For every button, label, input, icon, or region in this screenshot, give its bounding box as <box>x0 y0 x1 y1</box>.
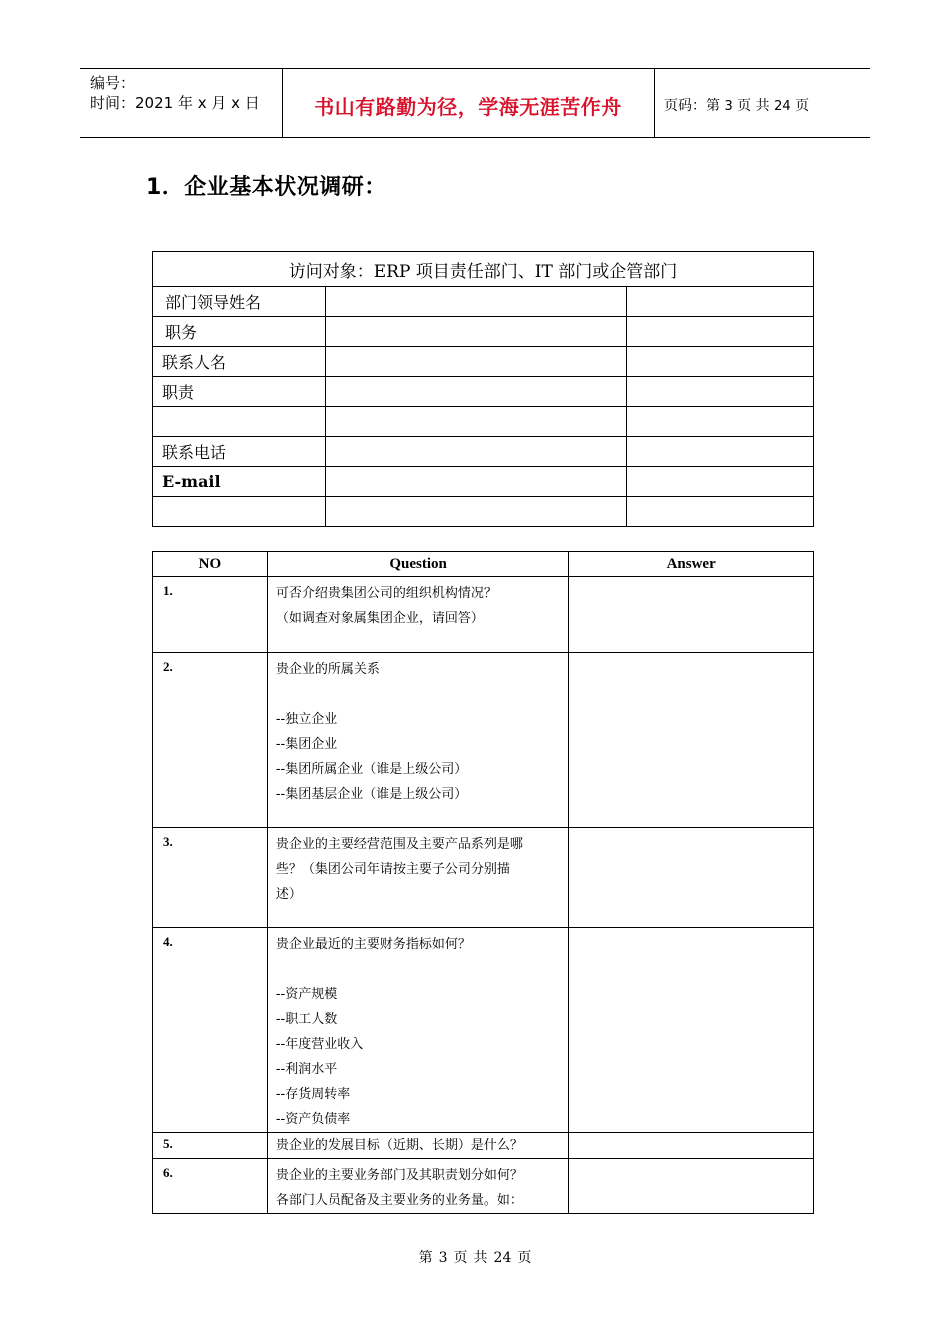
contact-value-cell[interactable] <box>325 377 627 407</box>
contact-label: 联系电话 <box>153 437 326 467</box>
contact-row <box>153 497 814 527</box>
question-row <box>153 828 814 928</box>
contact-extra-cell[interactable] <box>627 347 814 377</box>
contact-table-title: 访问对象：ERP 项目责任部门、IT 部门或企管部门 <box>153 252 814 287</box>
question-line: --集团基层企业（谁是上级公司） <box>275 787 468 802</box>
question-line <box>276 957 561 982</box>
contact-label: 职务 <box>153 317 326 347</box>
contact-value-cell[interactable] <box>325 437 627 467</box>
contact-value-cell[interactable] <box>325 347 627 377</box>
question-line <box>276 682 561 707</box>
page-header <box>80 68 870 138</box>
footer-text: 共 <box>473 1250 488 1266</box>
question-line: --存货周转率 <box>275 1087 351 1102</box>
contact-extra-cell[interactable] <box>627 317 814 347</box>
contact-label: 联系人名 <box>153 347 326 377</box>
contact-row <box>153 347 814 377</box>
contact-extra-cell[interactable] <box>627 497 814 527</box>
contact-row <box>153 377 814 407</box>
contact-extra-cell[interactable] <box>627 467 814 497</box>
answer-cell[interactable] <box>569 653 814 828</box>
question-text <box>267 1133 569 1159</box>
contact-row <box>153 287 814 317</box>
contact-row <box>153 317 814 347</box>
answer-cell[interactable] <box>569 1133 814 1159</box>
question-number: 5. <box>153 1133 268 1159</box>
question-row <box>153 928 814 1133</box>
question-line: 述） <box>275 887 302 902</box>
document-date: 时间：2021 年 x 月 x 日 <box>90 94 260 112</box>
footer-text: 页 <box>453 1250 468 1266</box>
contact-label <box>153 407 326 437</box>
question-line: 些？（集团公司年请按主要子公司分别描 <box>275 862 510 877</box>
header-page-info <box>664 95 809 115</box>
answer-cell[interactable] <box>569 577 814 653</box>
question-line: 贵企业的发展目标（近期、长期）是什么？ <box>275 1138 523 1153</box>
header-no: NO <box>153 552 268 577</box>
header-meta <box>90 73 260 113</box>
document-number-label: 编号： <box>90 74 136 92</box>
contact-value-cell[interactable] <box>325 407 627 437</box>
footer-page-current: 3 <box>438 1250 448 1266</box>
question-line: （如调查对象属集团企业，请回答） <box>275 611 484 626</box>
contact-row <box>153 437 814 467</box>
header-motto: 书山有路勤为径，学海无涯苦作舟 <box>314 95 622 119</box>
question-text <box>267 577 569 653</box>
contact-row <box>153 467 814 497</box>
contact-value-cell[interactable] <box>325 287 627 317</box>
question-line: 可否介绍贵集团公司的组织机构情况？ <box>275 586 497 601</box>
answer-cell[interactable] <box>569 1159 814 1214</box>
question-line: --职工人数 <box>275 1012 338 1027</box>
answer-cell[interactable] <box>569 828 814 928</box>
contact-label <box>153 497 326 527</box>
page-mid: 页 共 <box>732 98 775 114</box>
contact-label: 职责 <box>153 377 326 407</box>
header-divider <box>654 69 655 137</box>
contact-extra-cell[interactable] <box>627 437 814 467</box>
header-answer: Answer <box>569 552 814 577</box>
header-question: Question <box>267 552 569 577</box>
page-suffix: 页 <box>790 98 810 114</box>
page-total: 24 <box>774 99 791 114</box>
answer-cell[interactable] <box>569 928 814 1133</box>
contact-label: E-mail <box>153 467 326 497</box>
question-row <box>153 577 814 653</box>
page-footer <box>0 1247 950 1267</box>
contact-value-cell[interactable] <box>325 497 627 527</box>
contact-table <box>152 251 814 527</box>
page-current: 3 <box>724 99 733 114</box>
question-number: 3. <box>153 828 268 928</box>
question-line: 贵企业的主要经营范围及主要产品系列是哪 <box>275 837 523 852</box>
question-number: 2. <box>153 653 268 828</box>
section-heading: 1．企业基本状况调研： <box>146 175 387 200</box>
contact-value-cell[interactable] <box>325 317 627 347</box>
question-number: 6. <box>153 1159 268 1214</box>
question-line: --利润水平 <box>275 1062 338 1077</box>
question-row <box>153 1133 814 1159</box>
question-text <box>267 1159 569 1214</box>
footer-text: 第 <box>418 1250 433 1266</box>
contact-label: 部门领导姓名 <box>153 287 326 317</box>
question-line: --独立企业 <box>275 712 338 727</box>
question-line: --资产负债率 <box>275 1112 351 1127</box>
question-text <box>267 928 569 1133</box>
question-text <box>267 828 569 928</box>
footer-page-total: 24 <box>493 1250 512 1266</box>
contact-extra-cell[interactable] <box>627 377 814 407</box>
footer-text: 页 <box>517 1250 532 1266</box>
question-table <box>152 551 814 1214</box>
question-line: --资产规模 <box>275 987 338 1002</box>
question-text <box>267 653 569 828</box>
contact-extra-cell[interactable] <box>627 407 814 437</box>
question-table-header <box>153 552 814 577</box>
question-number: 1. <box>153 577 268 653</box>
question-line: --集团所属企业（谁是上级公司） <box>275 762 468 777</box>
question-line: 贵企业最近的主要财务指标如何？ <box>275 937 471 952</box>
question-row <box>153 653 814 828</box>
question-line: 贵企业的所属关系 <box>275 662 380 677</box>
question-line: --年度营业收入 <box>275 1037 364 1052</box>
contact-row <box>153 407 814 437</box>
question-number: 4. <box>153 928 268 1133</box>
question-line: --集团企业 <box>275 737 338 752</box>
contact-value-cell[interactable] <box>325 467 627 497</box>
page-prefix: 页码：第 <box>664 98 725 114</box>
question-row <box>153 1159 814 1214</box>
contact-extra-cell[interactable] <box>627 287 814 317</box>
question-line: 贵企业的主要业务部门及其职责划分如何？ <box>275 1168 523 1183</box>
question-line: 各部门人员配备及主要业务的业务量。如： <box>275 1193 523 1208</box>
